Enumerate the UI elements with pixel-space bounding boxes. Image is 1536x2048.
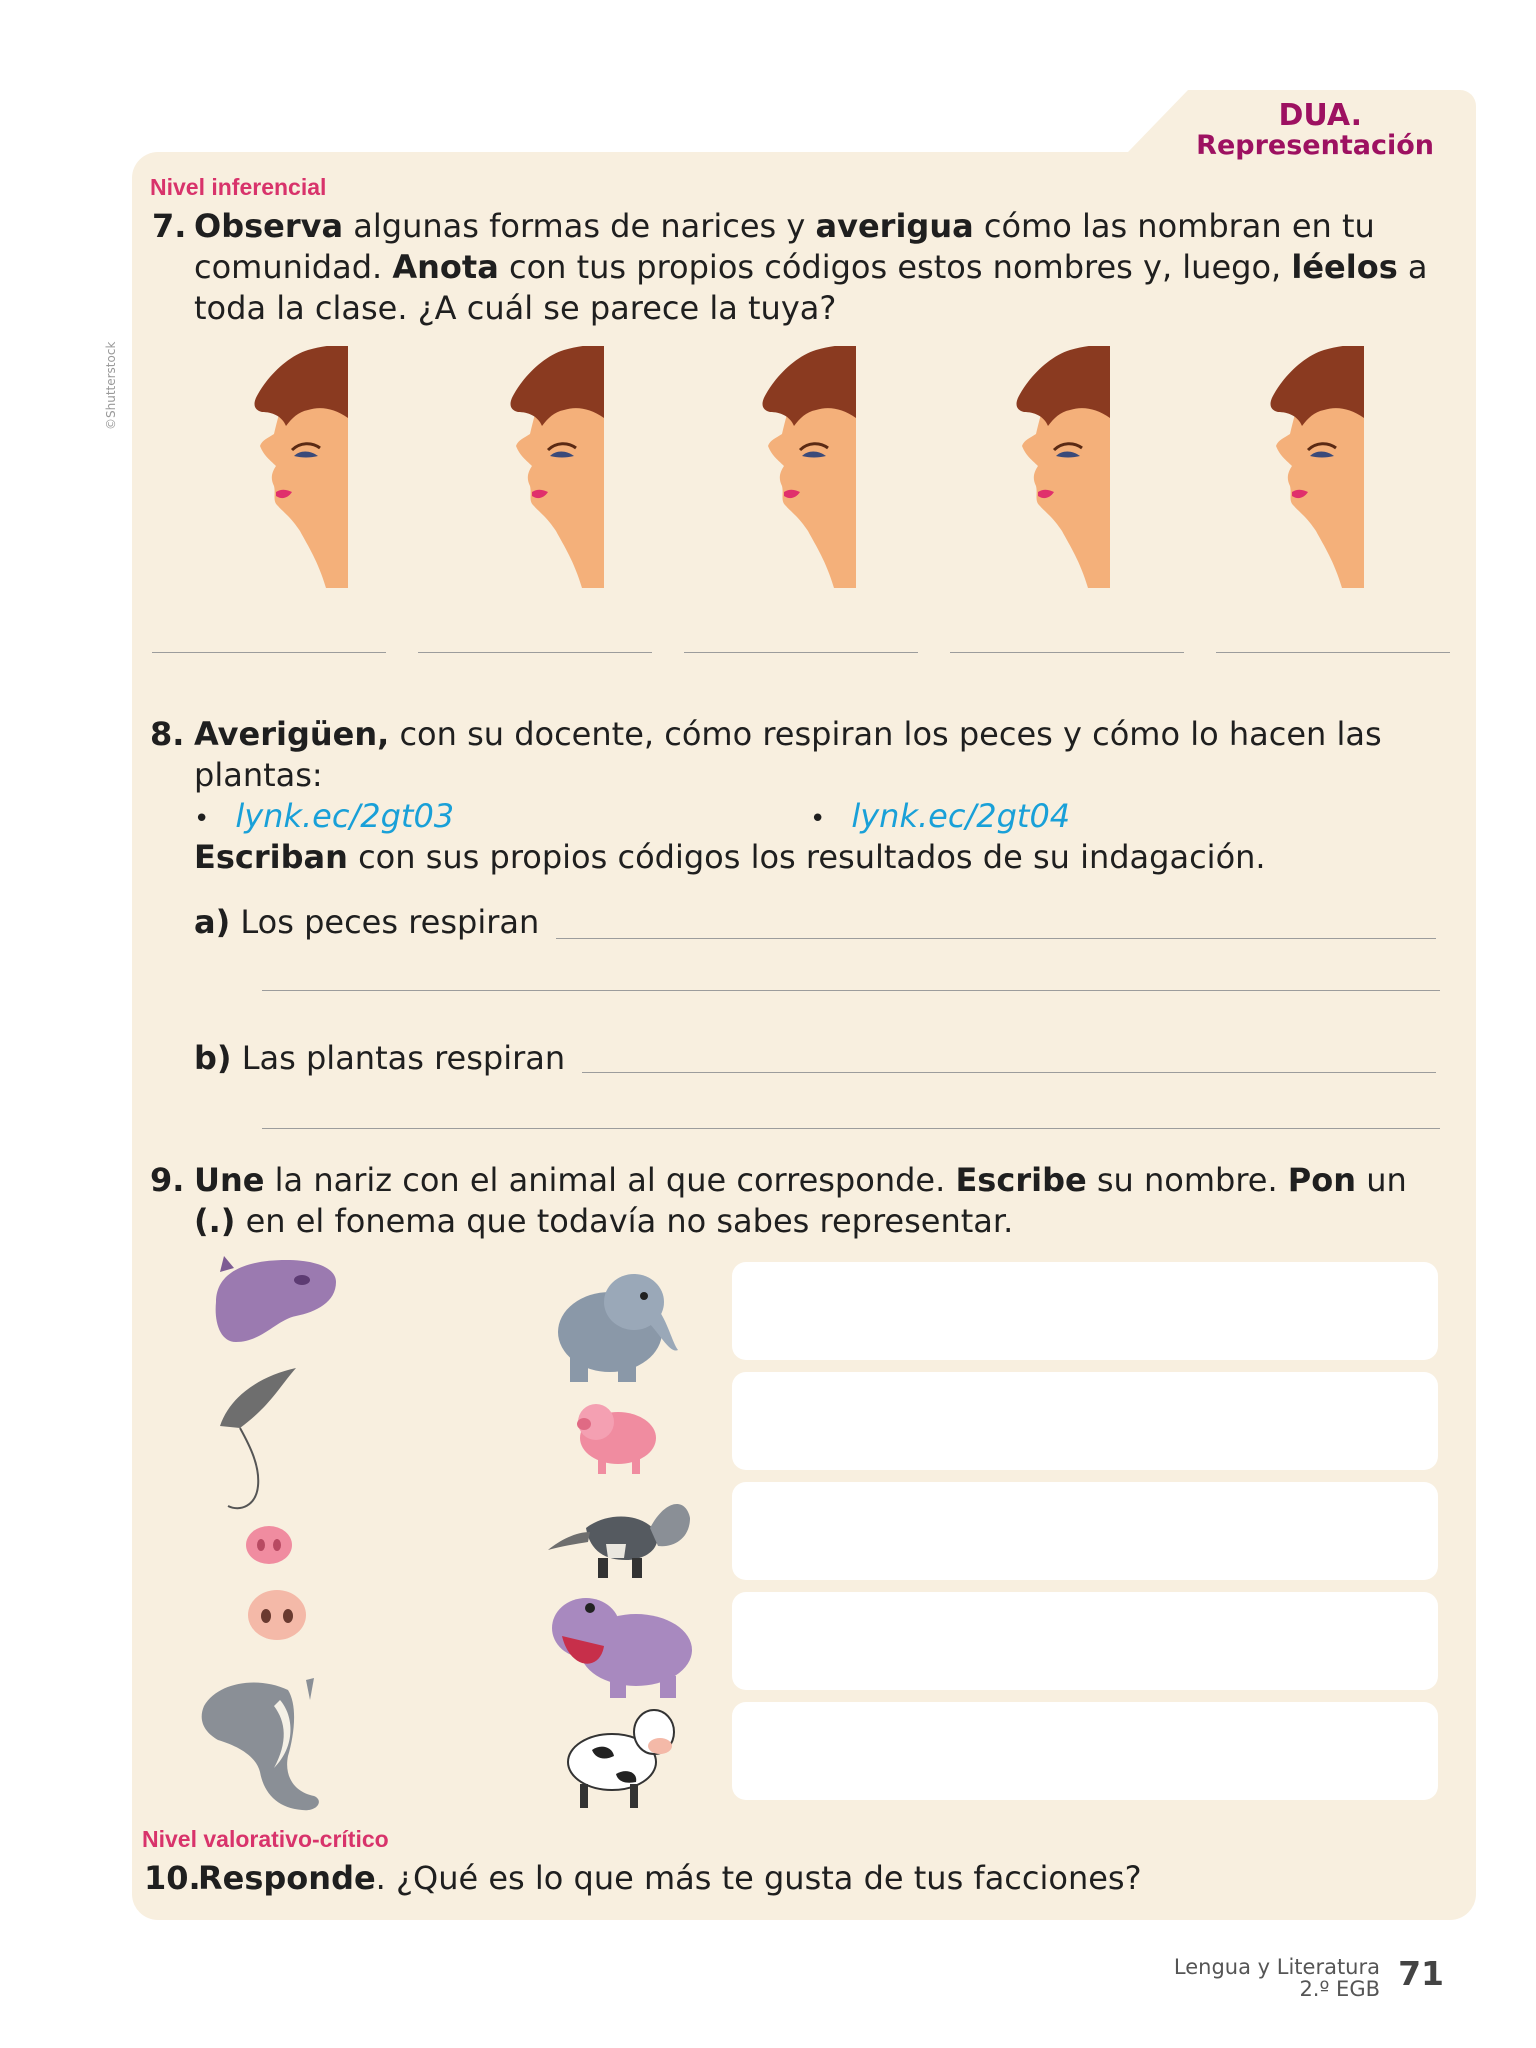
- instruction-verb: Une: [194, 1161, 265, 1199]
- instruction-verb: Escribe: [955, 1161, 1087, 1199]
- photo-credit: ©Shutterstock: [104, 341, 118, 430]
- animal-name-box[interactable]: [732, 1592, 1438, 1690]
- q7-line-2: [152, 247, 1452, 288]
- level-valorativo: Nivel valorativo-crítico: [142, 1826, 389, 1852]
- write-line[interactable]: [582, 1072, 1436, 1073]
- cow-muzzle-icon[interactable]: [246, 1588, 308, 1642]
- answer-line[interactable]: [950, 652, 1184, 653]
- q7-line-1: [194, 207, 1375, 245]
- face-profile-icon: [504, 346, 604, 588]
- instruction-verb: averigua: [815, 207, 974, 245]
- item-text: Los peces respiran: [240, 903, 540, 941]
- page-number: 71: [1398, 1954, 1444, 1993]
- instruction-text: a: [1397, 248, 1428, 286]
- instruction-text: un: [1356, 1161, 1407, 1199]
- q8-verb-2: Escriban: [194, 838, 348, 876]
- q9-line-1: [194, 1161, 1407, 1199]
- face-profile-icon: [1010, 346, 1110, 588]
- anteater-snout-icon[interactable]: [210, 1366, 300, 1516]
- write-line[interactable]: [262, 1128, 1440, 1129]
- instruction-text: cómo las nombran en tu: [973, 207, 1375, 245]
- bullet: •: [194, 804, 210, 834]
- pig-icon[interactable]: [574, 1392, 662, 1476]
- animal-name-box[interactable]: [732, 1262, 1438, 1360]
- answer-line[interactable]: [684, 652, 918, 653]
- q8-line-2: plantas:: [194, 756, 323, 794]
- animal-name-box[interactable]: [732, 1702, 1438, 1800]
- answer-line[interactable]: [1216, 652, 1450, 653]
- dua-title: DUA.: [1278, 98, 1362, 133]
- elephant-trunk-icon[interactable]: [198, 1676, 328, 1816]
- question-number: 8.: [150, 715, 185, 753]
- instruction-verb: Pon: [1287, 1161, 1357, 1199]
- animal-name-box[interactable]: [732, 1372, 1438, 1470]
- question-8: [150, 714, 1450, 878]
- hippo-nose-icon[interactable]: [206, 1252, 340, 1348]
- instruction-text: la nariz con el animal al que corresponde.: [264, 1161, 956, 1199]
- instruction-text: su nombre.: [1086, 1161, 1288, 1199]
- q8-line-3: con sus propios códigos los resultados de su indagación.: [347, 838, 1266, 876]
- question-number: 9.: [150, 1161, 185, 1199]
- question-number: 10.: [144, 1859, 201, 1897]
- write-line[interactable]: [262, 990, 1440, 991]
- face-profile-icon: [1264, 346, 1364, 588]
- dua-subtitle: Representación: [1196, 130, 1434, 161]
- q8-item-a: [194, 902, 539, 943]
- answer-line[interactable]: [418, 652, 652, 653]
- q10-text: . ¿Qué es lo que más te gusta de tus facciones?: [375, 1859, 1142, 1897]
- question-7: [152, 206, 1452, 329]
- level-inferencial: Nivel inferencial: [150, 174, 327, 200]
- q9-line-2: en el fonema que todavía no sabes representar.: [235, 1202, 1014, 1240]
- footer-subject: [1174, 1956, 1380, 2000]
- hippo-icon[interactable]: [540, 1580, 696, 1700]
- link-2[interactable]: lynk.ec/2gt04: [851, 797, 1071, 835]
- instruction-text: con tus propios códigos estos nombres y, luego,: [498, 248, 1292, 286]
- q8-verb: Averigüen,: [194, 715, 390, 753]
- question-number: 7.: [152, 207, 187, 245]
- q7-line-3: toda la clase. ¿A cuál se parece la tuya?: [194, 289, 837, 327]
- instruction-verb: léelos: [1291, 248, 1398, 286]
- bullet: •: [810, 804, 826, 834]
- question-10: [144, 1858, 1142, 1899]
- elephant-icon[interactable]: [552, 1262, 682, 1386]
- animal-name-box[interactable]: [732, 1482, 1438, 1580]
- write-line[interactable]: [556, 938, 1436, 939]
- cow-icon[interactable]: [556, 1700, 682, 1812]
- item-label: b): [194, 1039, 232, 1077]
- question-9: [150, 1160, 1450, 1242]
- pig-snout-icon[interactable]: [244, 1524, 294, 1566]
- anteater-icon[interactable]: [546, 1488, 692, 1584]
- grade: 2.º EGB: [1299, 1977, 1380, 2001]
- instruction-verb: Anota: [392, 248, 499, 286]
- instruction-text: comunidad.: [194, 248, 393, 286]
- q8-line-1: con su docente, cómo respiran los peces y cómo lo hacen las: [389, 715, 1382, 753]
- answer-line[interactable]: [152, 652, 386, 653]
- instruction-text: algunas formas de narices y: [343, 207, 816, 245]
- item-text: Las plantas respiran: [241, 1039, 566, 1077]
- q10-verb: Responde: [198, 1859, 376, 1897]
- dot-symbol: (.): [194, 1202, 236, 1240]
- item-label: a): [194, 903, 231, 941]
- face-profile-icon: [248, 346, 348, 588]
- q8-item-b: [194, 1038, 565, 1079]
- instruction-verb: Observa: [194, 207, 344, 245]
- link-1[interactable]: lynk.ec/2gt03: [235, 797, 455, 835]
- face-profile-icon: [756, 346, 856, 588]
- subject-name: Lengua y Literatura: [1173, 1955, 1380, 1979]
